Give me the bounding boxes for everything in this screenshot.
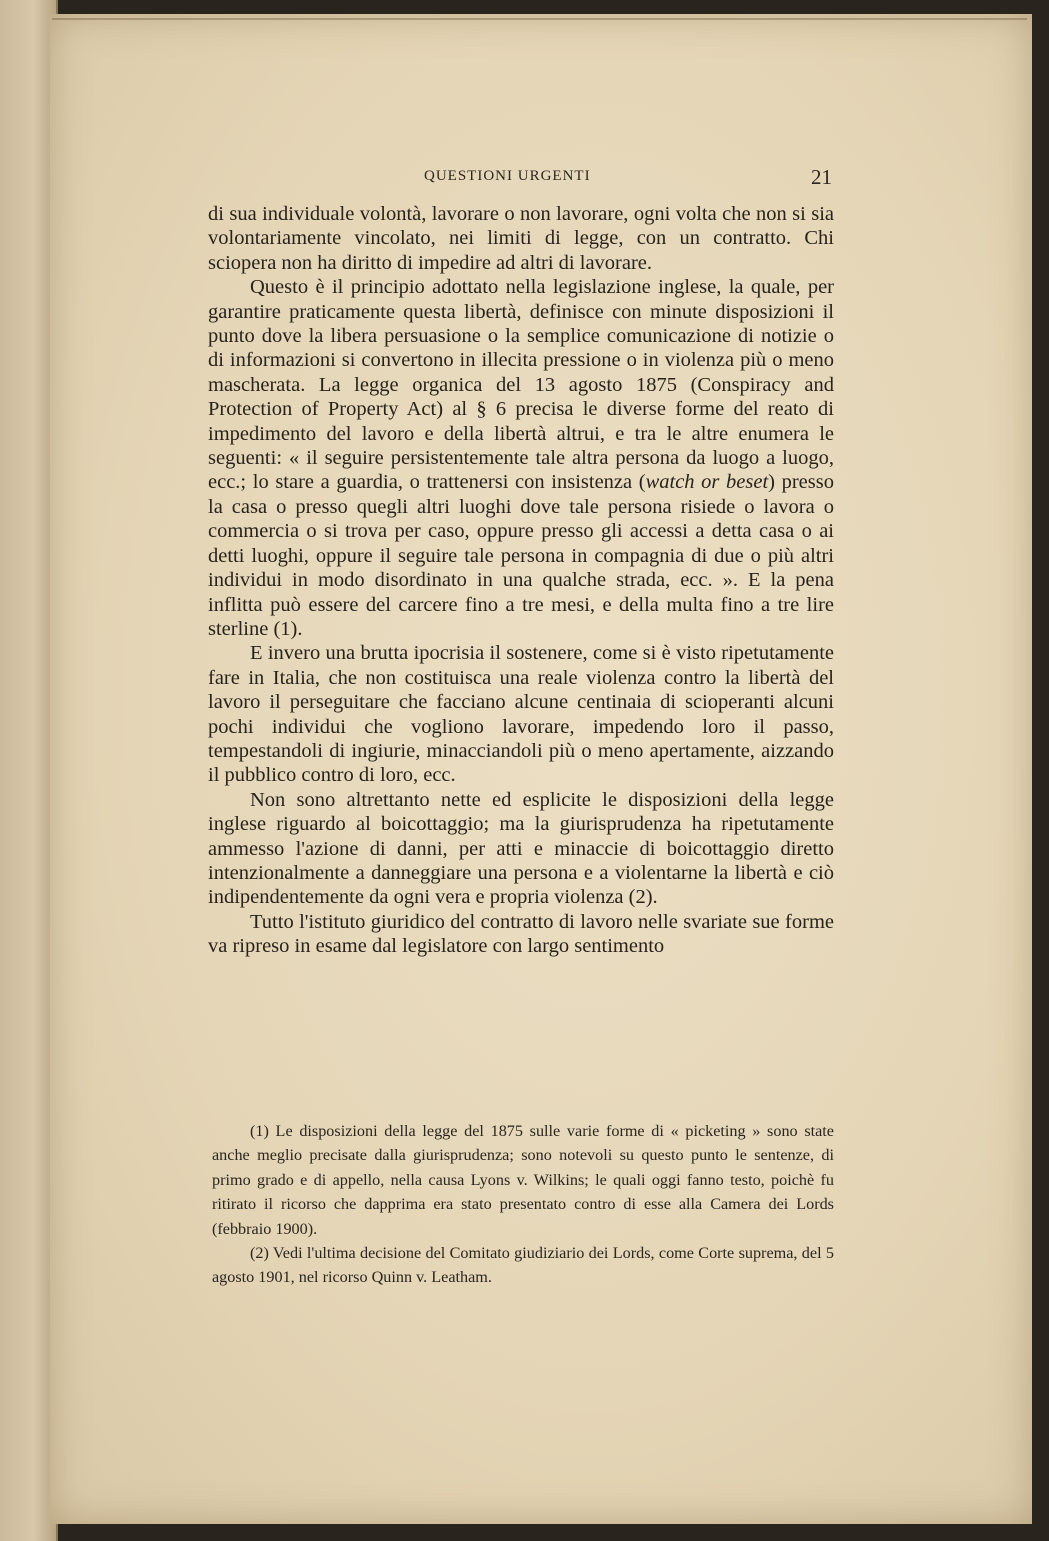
paragraph-2 bbox=[208, 275, 834, 641]
footnote-1: (1) Le disposizioni della legge del 1875 sulle varie forme di « picketing » sono state anche meglio precisate dalla giurisprudenza; sono notevoli su questo punto le sentenze, di primo grado e di appello, nella causa Lyons v. Wilkins; le quali oggi fanno testo, poichè fu ritirato il ricorso che dapprima era stato presentato contro di esse alla Camera dei Lords (febbraio 1900). bbox=[212, 1122, 834, 1238]
footnote-2: (2) Vedi l'ultima decisione del Comitato giudiziario dei Lords, come Corte suprema, del 5 agosto 1901, nel ricorso Quinn v. Leatham. bbox=[212, 1244, 834, 1287]
paragraph-2-text-b: ) presso la casa o presso quegli altri luoghi dove tale persona risiede o lavora o commercia o si trova per caso, oppure presso gli accessi a detta casa o ai detti luoghi, oppure il seguire tale persona in compagnia di due o più altri individui in modo disordinato in una qualche strada, ecc. ». E la pena inflitta può essere del carcere fino a tre mesi, e della multa fino a tre lire sterline (1). bbox=[208, 471, 834, 640]
paragraph-2-italic: watch or beset bbox=[645, 471, 769, 494]
paragraph-5: Tutto l'istituto giuridico del contratto di lavoro nelle svariate sue forme va ripreso in esame dal legislatore con largo sentimento bbox=[208, 910, 834, 958]
paragraph-2-text-a: Questo è il principio adottato nella legislazione inglese, la quale, per garantire praticamente questa libertà, definisce con minute disposizioni il punto dove la libera persuasione o la semplice comunicazione di notizie o di informazioni si convertono in illecita pressione o in violenza più o meno mascherata. La legge organica del 13 agosto 1875 (Conspiracy and Protection of Property Act) al § 6 precisa le diverse forme del reato di impedimento del lavoro e della libertà altrui, e tra le altre enumera le seguenti: « il seguire persistentemente tale altra persona da luogo a luogo, ecc.; lo stare a guardia, o trattenersi con insistenza ( bbox=[208, 276, 834, 494]
paragraph-3: E invero una brutta ipocrisia il sostenere, come si è visto ripetutamente fare in Italia, che non costituisca una reale violenza contro la libertà del lavoro il perseguitare che facciano alcune centinaia di scioperanti alcuni pochi individui che vogliono lavorare, impedendo loro il passo, tempestandoli di ingiurie, minacciandoli più o meno apertamente, aizzando il pubblico contro di loro, ecc. bbox=[208, 642, 834, 787]
page-top-edge bbox=[52, 18, 1027, 20]
paragraph-1: di sua individuale volontà, lavorare o non lavorare, ogni volta che non si sia volontariamente vincolato, nei limiti di legge, con un contratto. Chi sciopera non ha diritto di impedire ad altri di lavorare. bbox=[208, 203, 834, 274]
body-text bbox=[208, 202, 834, 959]
page-header bbox=[424, 165, 834, 189]
paragraph-4: Non sono altrettanto nette ed esplicite le disposizioni della legge inglese riguardo al boicottaggio; ma la giurisprudenza ha ripetutamente ammesso l'azione di danni, per atti e minaccie di boicottaggio diretto intenzionalmente a danneggiare una persona e a violentarne la libertà e ciò indipendentemente da ogni vera e propria violenza (2). bbox=[208, 788, 834, 909]
page-number: 21 bbox=[811, 165, 832, 189]
footnotes bbox=[212, 1119, 834, 1290]
running-title: QUESTIONI URGENTI bbox=[424, 168, 591, 184]
